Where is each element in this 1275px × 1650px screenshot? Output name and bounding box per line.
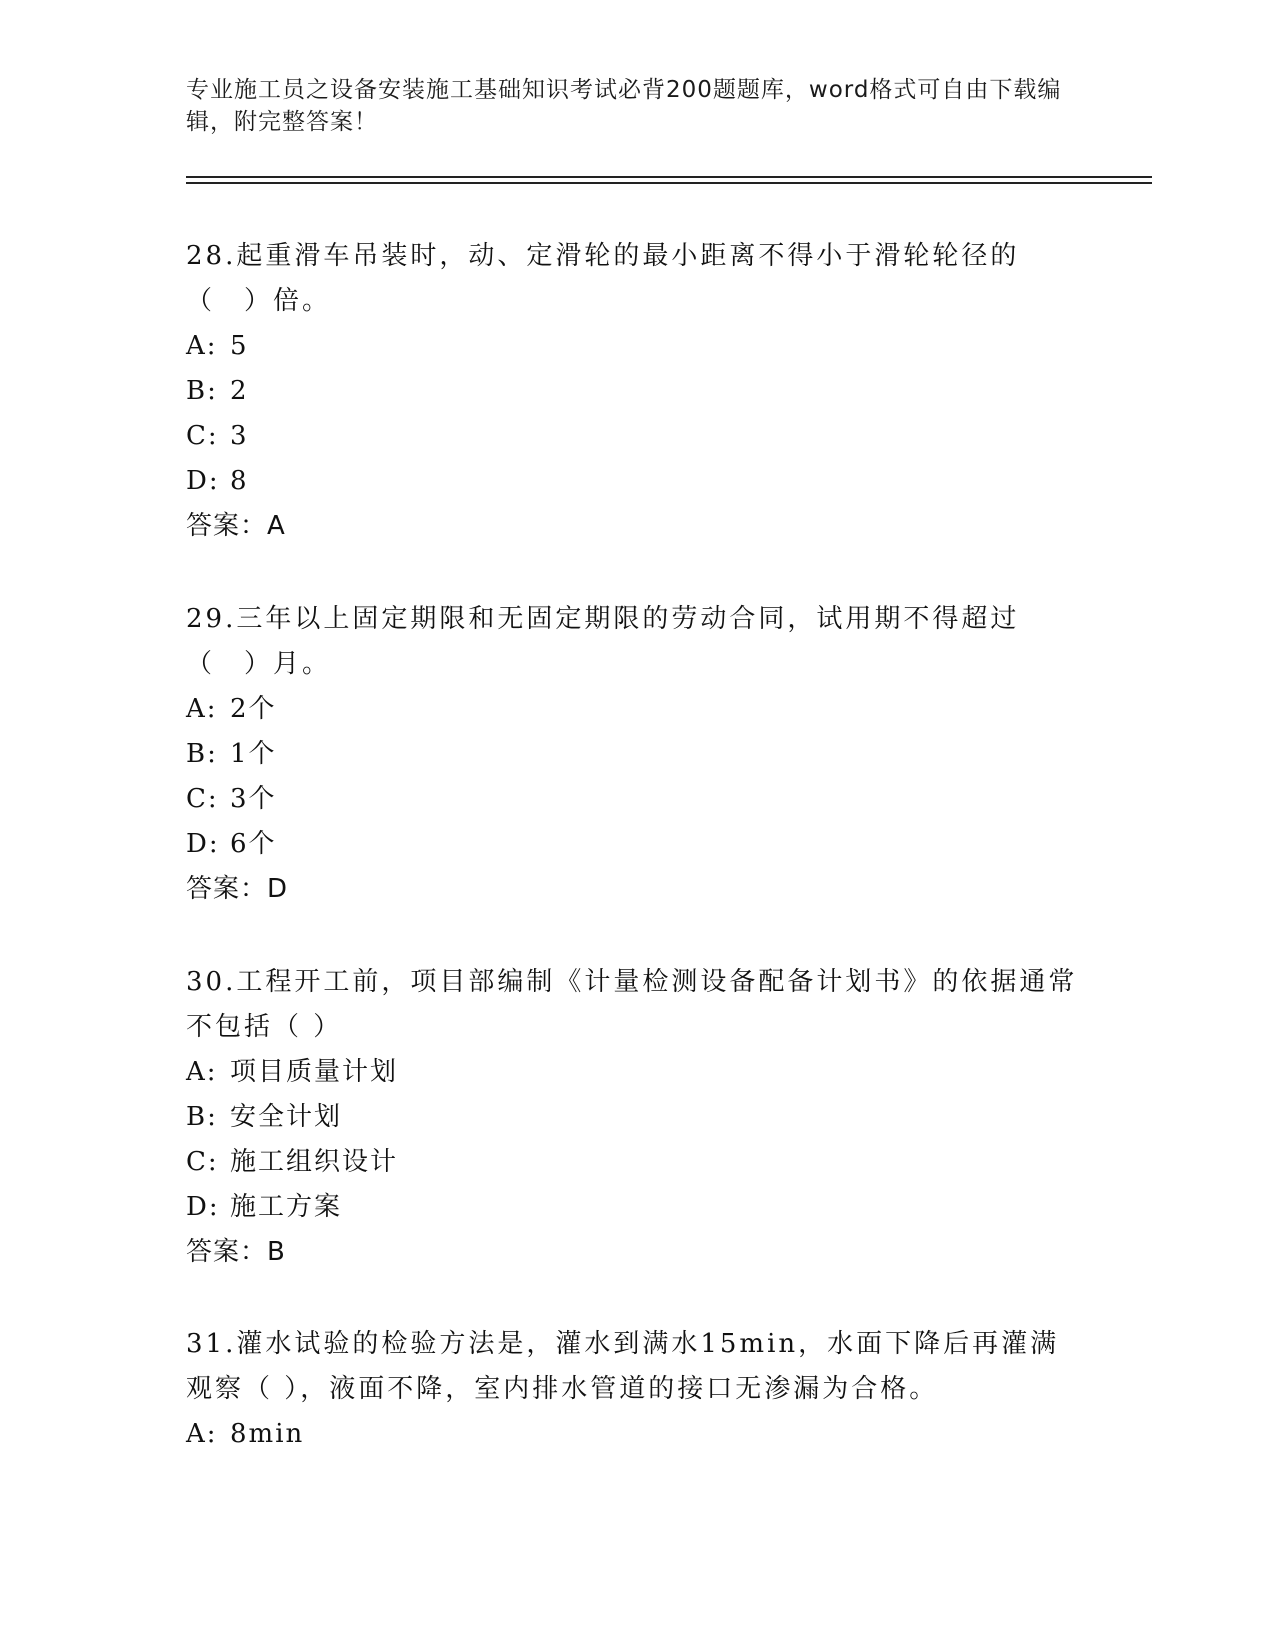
option-key: A: (186, 331, 218, 361)
question-stem: 31.灌水试验的检验方法是，灌水到满水15min，水面下降后再灌满观察（ ），液面不降，室内排水管道的接口无渗漏为合格。 (186, 1329, 1060, 1404)
option-key: B: (186, 739, 218, 769)
option-key: D: (186, 466, 220, 496)
option-text: 安全计划 (230, 1102, 343, 1132)
question-stem: 29.三年以上固定期限和无固定期限的劳动合同，试用期不得超过（ ）月。 (186, 604, 1020, 679)
option-key: D: (186, 1192, 220, 1222)
option-b (186, 732, 1086, 777)
option-b (186, 369, 1086, 414)
option-text: 2个 (230, 694, 277, 724)
question-29 (186, 597, 1086, 912)
option-a (186, 687, 1086, 732)
option-key: B: (186, 1102, 218, 1132)
option-d (186, 459, 1086, 504)
option-text: 2 (230, 376, 249, 406)
option-c (186, 414, 1086, 459)
option-d (186, 1185, 1086, 1230)
header-divider-bottom (186, 182, 1152, 184)
question-30 (186, 960, 1086, 1275)
option-text: 1个 (230, 739, 277, 769)
option-key: A: (186, 694, 218, 724)
option-text: 5 (230, 331, 249, 361)
option-d (186, 822, 1086, 867)
option-b (186, 1095, 1086, 1140)
option-key: C: (186, 421, 219, 451)
answer: 答案：A (186, 511, 286, 541)
option-c (186, 777, 1086, 822)
option-c (186, 1140, 1086, 1185)
document-header: 专业施工员之设备安装施工基础知识考试必背200题题库，word格式可自由下载编辑，附完整答案！ (186, 77, 1062, 135)
option-a (186, 1412, 1086, 1457)
option-key: C: (186, 1147, 219, 1177)
option-key: B: (186, 376, 218, 406)
option-key: D: (186, 829, 220, 859)
answer: 答案：B (186, 1237, 286, 1267)
option-text: 项目质量计划 (230, 1057, 399, 1087)
header-divider-top (186, 176, 1152, 178)
option-text: 3个 (230, 784, 277, 814)
option-a (186, 324, 1086, 369)
option-text: 施工组织设计 (230, 1147, 399, 1177)
question-stem: 30.工程开工前，项目部编制《计量检测设备配备计划书》的依据通常不包括（ ） (186, 967, 1078, 1042)
option-key: C: (186, 784, 219, 814)
option-key: A: (186, 1419, 218, 1449)
option-text: 施工方案 (230, 1192, 343, 1222)
question-31 (186, 1322, 1086, 1457)
option-text: 6个 (230, 829, 277, 859)
option-text: 8min (230, 1419, 305, 1449)
option-a (186, 1050, 1086, 1095)
option-text: 3 (230, 421, 249, 451)
question-stem: 28.起重滑车吊装时，动、定滑轮的最小距离不得小于滑轮轮径的（ ）倍。 (186, 241, 1020, 316)
option-key: A: (186, 1057, 218, 1087)
question-28 (186, 234, 1086, 549)
answer: 答案：D (186, 874, 289, 904)
option-text: 8 (230, 466, 249, 496)
